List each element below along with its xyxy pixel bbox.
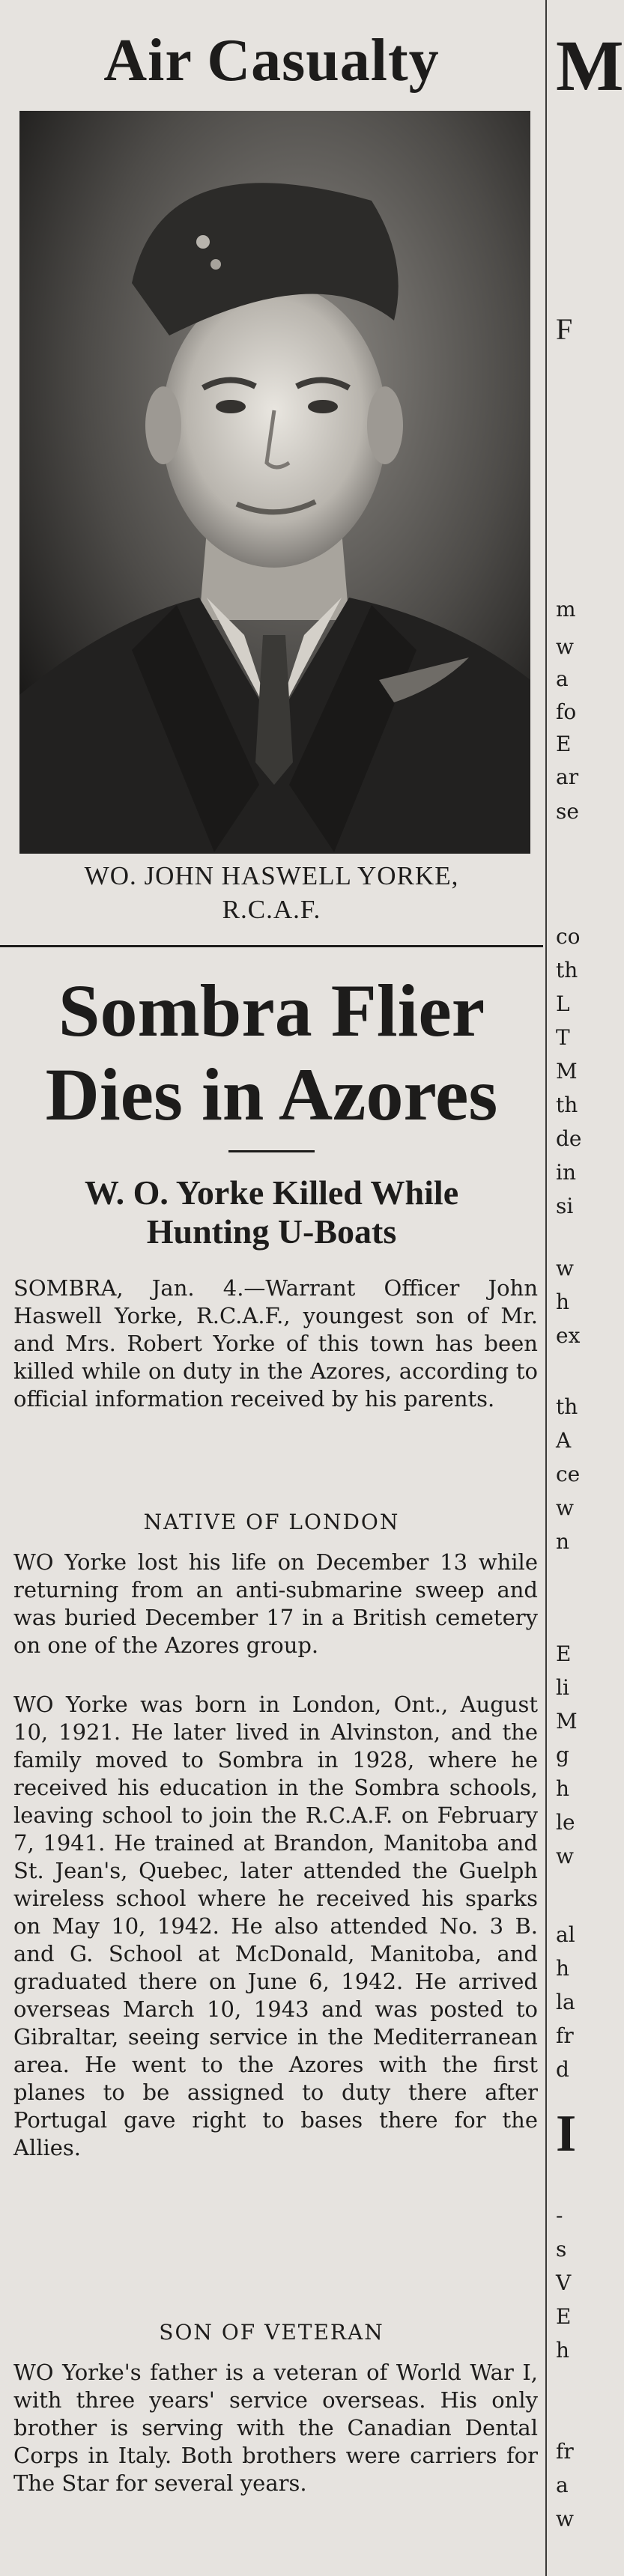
- column-divider: [545, 0, 547, 2576]
- adjacent-fragment: ce: [556, 1462, 581, 1486]
- adjacent-fragment: fr: [556, 2439, 574, 2464]
- adjacent-fragment: le: [556, 1810, 575, 1835]
- adjacent-fragment: w: [556, 1495, 574, 1520]
- adjacent-fragment: m: [556, 597, 576, 622]
- adjacent-fragment: w: [556, 2506, 574, 2531]
- adjacent-fragment: al: [556, 1922, 575, 1947]
- section-heading-native-of-london: NATIVE OF LONDON: [143, 1510, 400, 1534]
- photo-caption-line1: WO. JOHN HASWELL YORKE,: [84, 861, 459, 890]
- adjacent-fragment: E: [556, 1641, 572, 1666]
- paragraph-death-details: WO Yorke lost his life on December 13 while returning from an anti-submarine sweep and was buried December 17 in a British cemetery on one of the Azores group.: [13, 1549, 538, 1658]
- headline-rule: [228, 1150, 315, 1152]
- adjacent-fragment: fo: [556, 699, 577, 724]
- headline-line1: Sombra Flier: [58, 969, 485, 1052]
- paragraph-family: WO Yorke's father is a veteran of World War I, with three years' service overseas. His only brother is serving with the Canadian Dental Corps in Italy. Both brothers were carriers for The Star for several years.: [13, 2360, 538, 2496]
- portrait-illustration: [19, 111, 530, 854]
- adjacent-fragment: w: [556, 1256, 574, 1281]
- photo-caption-line2: R.C.A.F.: [222, 895, 321, 924]
- kicker-headline: Air Casualty: [103, 28, 440, 94]
- subhead-line2: Hunting U-Boats: [146, 1212, 397, 1251]
- adjacent-fragment: E: [556, 732, 572, 756]
- adjacent-fragment: w: [556, 634, 574, 659]
- adjacent-fragment: th: [556, 1093, 578, 1117]
- adjacent-fragment: -: [556, 2203, 563, 2228]
- adjacent-fragment: in: [556, 1160, 576, 1185]
- adjacent-fragment: ar: [556, 765, 579, 789]
- adjacent-fragment: th: [556, 958, 578, 982]
- adjacent-fragment: A: [556, 1428, 572, 1453]
- adjacent-fragment: a: [556, 2473, 569, 2497]
- adjacent-fragment: n: [556, 1529, 570, 1554]
- caption-rule: [0, 945, 543, 947]
- paragraph-dateline: SOMBRA, Jan. 4.—Warrant Officer John Haswell Yorke, R.C.A.F., youngest son of Mr. and Mrs. Robert Yorke of this town has been killed while on duty in the Azores, according to official information received by his parents.: [13, 1275, 538, 1412]
- adjacent-fragment: li: [556, 1675, 569, 1700]
- adjacent-fragment: h: [556, 1776, 570, 1801]
- adjacent-fragment: M: [556, 1709, 578, 1734]
- adjacent-fragment: co: [556, 924, 581, 949]
- adjacent-fragment: L: [556, 991, 570, 1016]
- adjacent-fragment: th: [556, 1394, 578, 1419]
- adjacent-fragment: V: [556, 2270, 572, 2295]
- adjacent-fragment: se: [556, 799, 579, 824]
- adjacent-fragment: T: [556, 1025, 570, 1050]
- section-heading-son-of-veteran: SON OF VETERAN: [159, 2320, 384, 2345]
- adjacent-fragment: de: [556, 1126, 582, 1151]
- adjacent-fragment: h: [556, 1289, 570, 1314]
- adjacent-fragment: fr: [556, 2023, 574, 2048]
- adjacent-fragment: g: [556, 1743, 569, 1767]
- paragraph-biography: WO Yorke was born in London, Ont., August 10, 1921. He later lived in Alvinston, and the family moved to Sombra in 1928, where he received his education in the Sombra schools, leaving school to join the R.C.A.F. on February 7, 1941. He trained at Brandon, Manitoba and St. Jean's, Quebec, later attended the Guelph wireless school where he received his sparks on May 10, 1942. He also attended No. 3 B. and G. School at McDonald, Manitoba, and graduated there on June 6, 1942. He arrived overseas March 10, 1943 and was posted to Gibraltar, seeing service in the Mediterranean area. He went to the Azores with the first planes to be assigned to duty there after Portugal gave right to bases there for the Allies.: [13, 1692, 538, 2160]
- adjacent-fragment: I: [556, 2105, 577, 2163]
- adjacent-fragment: M: [556, 25, 624, 106]
- adjacent-fragment: a: [556, 666, 569, 691]
- adjacent-fragment: E: [556, 2304, 572, 2329]
- adjacent-fragment: s: [556, 2237, 567, 2261]
- adjacent-fragment: ex: [556, 1323, 581, 1348]
- adjacent-fragment: F: [556, 312, 573, 346]
- adjacent-fragment: w: [556, 1844, 574, 1868]
- headline-line2: Dies in Azores: [45, 1053, 498, 1136]
- adjacent-fragment: la: [556, 1990, 575, 2014]
- adjacent-fragment: si: [556, 1194, 574, 1218]
- adjacent-fragment: h: [556, 1956, 570, 1981]
- adjacent-fragment: d: [556, 2057, 569, 2082]
- adjacent-fragment: h: [556, 2338, 570, 2363]
- adjacent-fragment: M: [556, 1059, 578, 1084]
- portrait-photo: [19, 111, 530, 854]
- subhead-line1: W. O. Yorke Killed While: [84, 1173, 459, 1212]
